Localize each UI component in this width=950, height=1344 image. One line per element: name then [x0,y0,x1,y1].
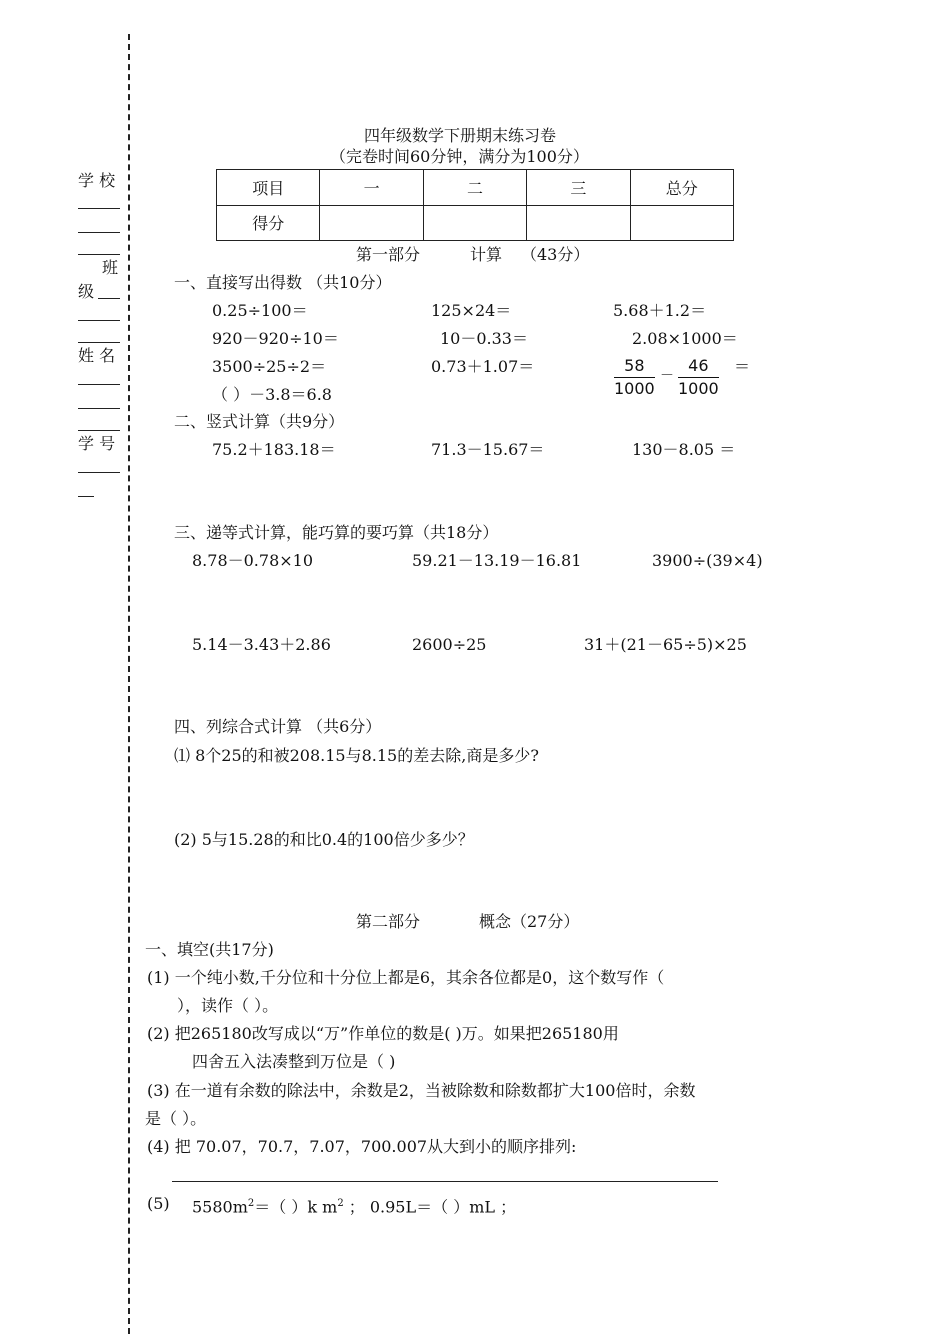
fill-blank-title: 一、填空(共17分) [145,940,274,959]
score-table-header-row [217,170,734,206]
exam-title: 四年级数学下册期末练习卷 [364,126,557,145]
problem-item: 59.21－13.19－16.81 [412,551,582,570]
problem-item: 2.08×1000＝ [632,329,738,348]
number-blank[interactable] [78,472,120,473]
score-cell[interactable] [423,205,526,241]
fraction-46-1000 [678,355,719,400]
problem-item: 3900÷(39×4) [652,551,763,570]
name-label: 姓 名 [78,346,116,365]
fill-blank-q3: (3) 在一道有余数的除法中，余数是2，当被除数和除数都扩大100倍时，余数 [147,1081,696,1100]
q5-volume: ； 0.95L＝（ ）mL ； [343,1197,517,1217]
class-mark: 班 [102,258,119,277]
problem-item: 31＋(21－65÷5)×25 [584,635,747,654]
class-blank[interactable] [98,298,120,299]
score-cell[interactable] [320,205,423,241]
class-label: 级 [78,282,95,301]
fraction-equals: ＝ [734,357,751,376]
fill-blank-q2: (2) 把265180改写成以“万”作单位的数是( )万。如果把265180用 [147,1024,619,1043]
section2-title: 二、竖式计算（共9分） [174,412,345,431]
header-cell: 总分 [630,170,733,206]
school-label: 学 校 [78,171,116,190]
fraction-minus: － [660,368,674,384]
part1-title: 第一部分 [356,245,421,264]
name-blank[interactable] [78,384,120,385]
part2-title: 第二部分 [356,912,421,931]
number-label: 学 号 [78,434,116,453]
fill-blank-q1: (1) 一个纯小数,千分位和十分位上都是6，其余各位都是0，这个数写作（ [147,968,665,987]
problem-item: 2600÷25 [412,635,487,654]
problem-item: 5.14－3.43＋2.86 [192,635,331,654]
section4-title: 四、列综合式计算 （共6分） [174,717,382,736]
problem-item: 8.78－0.78×10 [192,551,314,570]
fill-blank-q4: (4) 把 70.07，70.7，7.07，700.007从大到小的顺序排列: [147,1137,577,1156]
problem-item: （ ）－3.8＝6.8 [212,385,332,404]
fill-blank-q3-cont: 是（ ）。 [145,1109,207,1128]
fraction-denominator: 1000 [614,379,655,398]
fraction-numerator: 46 [678,355,719,378]
header-cell: 三 [527,170,630,206]
name-blank-3[interactable] [78,430,120,431]
problem-item: 125×24＝ [431,301,512,320]
score-row-label: 得分 [217,205,320,241]
problem-item: 0.73＋1.07＝ [431,357,535,376]
q5-superscript-2: 2 [337,1198,344,1209]
header-cell: 二 [423,170,526,206]
fraction-denominator: 1000 [678,379,719,398]
part1-points: （43分） [521,245,590,264]
fill-blank-q2-cont: 四舍五入法凑整到万位是（ ) [192,1052,396,1071]
binding-dashed-line [128,34,130,1334]
section1-title: 一、直接写出得数 （共10分） [174,273,392,292]
problem-item: 3500÷25÷2＝ [212,357,327,376]
problem-item: 75.2＋183.18＝ [212,440,336,459]
section3-title: 三、递等式计算，能巧算的要巧算（共18分） [174,523,499,542]
fill-blank-q1-cont: ），读作（ ）。 [177,996,279,1015]
problem-item: 0.25÷100＝ [212,301,308,320]
school-blank[interactable] [78,208,120,209]
problem-item: 10－0.33＝ [440,329,528,348]
fraction-numerator: 58 [614,355,655,378]
score-cell[interactable] [630,205,733,241]
score-table-score-row [217,205,734,241]
number-blank-2[interactable] [78,496,94,497]
word-problem-2: (2) 5与15.28的和比0.4的100倍少多少？ [174,830,474,849]
school-blank-2[interactable] [78,232,120,233]
fill-blank-q5 [192,1194,516,1217]
exam-subtitle: （完卷时间60分钟，满分为100分） [330,147,589,166]
class-blank-3[interactable] [78,342,120,343]
header-cell: 一 [320,170,423,206]
q5-area-value: 5580m [192,1197,248,1217]
q5-superscript: 2 [247,1198,255,1209]
class-blank-2[interactable] [78,320,120,321]
problem-item: 920－920÷10＝ [212,329,339,348]
part2-name: 概念（27分） [479,912,580,931]
problem-item: 5.68＋1.2＝ [613,301,707,320]
problem-item: 130－8.05 ＝ [632,440,736,459]
answer-line[interactable] [172,1181,718,1182]
problem-item: 71.3－15.67＝ [431,440,545,459]
header-cell: 项目 [217,170,320,206]
score-cell[interactable] [527,205,630,241]
fraction-58-1000 [614,355,655,400]
q5-area-unit: ＝（ ）k m [254,1197,338,1217]
part1-name: 计算 [470,245,503,264]
school-blank-3[interactable] [78,254,120,255]
fill-blank-q5-number: (5) [147,1194,170,1213]
score-table [216,169,734,241]
name-blank-2[interactable] [78,408,120,409]
word-problem-1: ⑴ 8个25的和被208.15与8.15的差去除,商是多少? [174,746,539,765]
